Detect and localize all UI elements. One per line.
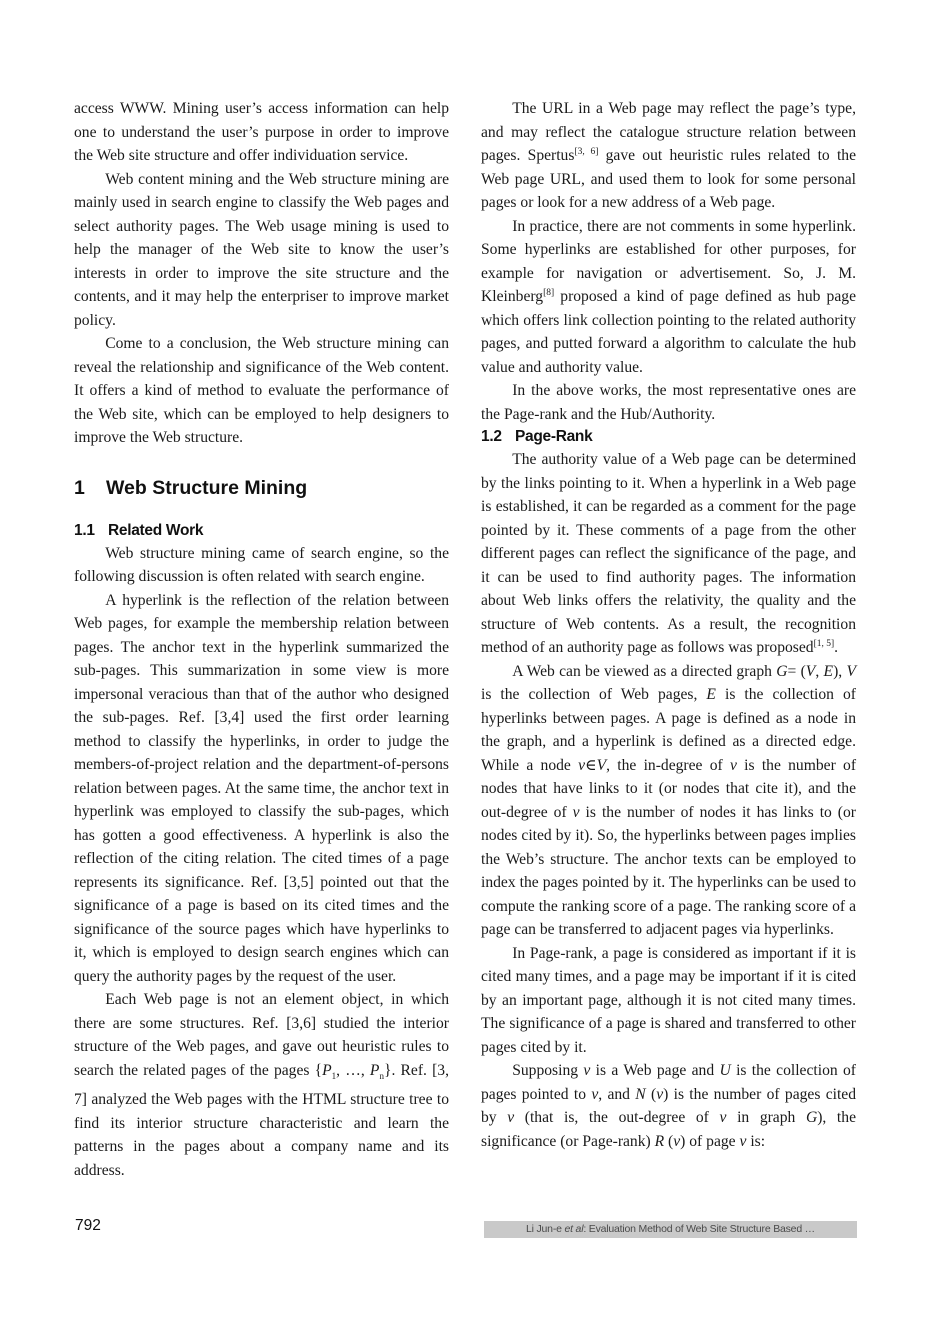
text-run: ), the significance (or Page-rank) [481,1109,856,1150]
math-var: v [578,756,586,774]
math-var: V [846,662,856,680]
text-run: , and [598,1085,636,1103]
text-run: , the in-degree of [606,756,730,774]
text-run: is the collection of hyperlinks between pages. A page is defined as a node in the graph, and a hyperlink is defined as a directed edge. While a node [481,686,856,774]
text-run: ( [645,1085,657,1103]
text-run: ( [664,1132,674,1150]
subsection-number: 1.2 [481,428,502,445]
right-column [481,97,856,1153]
paragraph [481,660,856,942]
text-run: The authority value of a Web page can be determined by the links pointing to it. When a hyperlink in a Web page is established, it can be regarded as a comment for the page pointed by it. These comments of a page from the other different pages can reflect the significance of the page, and it can be used to find authority pages. The information about Web links offers the relativity, the quality and the structure of Web contents. As a result, the recognition method of an authority page as follows was proposed [481,451,856,656]
text-run: is the number of nodes that have links to it (or nodes that cite it), and the out-degree of [481,756,857,821]
math-subscript: 1 [331,1070,337,1081]
math-var: V [805,662,816,680]
text-run: , [815,662,824,680]
math-var: v [572,803,580,821]
text-run: et al [564,1223,584,1235]
subsection-heading [74,520,449,542]
math-var: E [823,662,834,680]
paragraph [481,97,856,215]
math-var: G [776,662,788,680]
paragraph: Web structure mining came of search engine, so the following discussion is often related with search engine. [74,544,449,585]
text-run: }. Ref. [3, 7] analyzed the Web pages with the HTML structure tree to find its interior structure characteristic and learn the patterns in the pages about a company name and its address. [74,1061,450,1179]
math-var: v [673,1132,681,1150]
math-var: N [635,1085,646,1103]
text-run: ∈ [585,756,597,774]
citation-ref: [8] [543,288,555,298]
text-run: : Evaluation Method of Web Site Structure Based … [583,1223,815,1235]
paragraph: In Page-rank, a page is considered as important if it is cited many times, and a page may be important if it is cited by an important page, although it is not cited many times. The significance of a page is shared and transferred to other pages cited by it. [481,944,856,1056]
paragraph: Web content mining and the Web structure mining are mainly used in search engine to classify the Web pages and select authority pages. The Web usage mining is used to help the manager of the Web site to know the user’s interests in order to improve the site structure and the contents, and it may help the enterpriser to improve market policy. [74,170,449,329]
running-footer [484,1221,857,1238]
paragraph: Come to a conclusion, the Web structure mining can reveal the relationship and significance of the Web content. It offers a kind of method to evaluate the performance of the Web site, which can be employed to help designers to improve the Web structure. [74,335,449,446]
text-run: is a Web page and [590,1062,720,1079]
paragraph [481,448,856,660]
subsection-title: Related Work [108,521,204,539]
math-var: E [706,686,716,703]
paragraph [481,1059,856,1153]
text-run: is the collection of pages pointed to [481,1062,856,1103]
math-var: v [739,1132,747,1150]
section-title: Web Structure Mining [106,476,308,499]
paragraph: A hyperlink is the reflection of the relation between Web pages, for example the membership relation between pages. The anchor text in the hyperlink summarized the sub-pages. This summarization in some view is more impersonal veracious than that of the author who designed the sub-pages. Ref. [3,4] used the first order learning method to classify the hyperlinks, in order to judge the members-of-project relation and the department-of-persons relation between pages. At the same time, the anchor text in hyperlink was employed to classify the sub-pages, which has gotten a good effectiveness. A hyperlink is also the reflection of the citing relation. The cited times of a page represents its significance. Ref. [3,5] pointed out that the significance of a page is based on its cited times and the significance of the source pages which have hyperlinks to it, which is employed to design search engines which can query the authority pages by the request of the user. [74,591,449,985]
text-run: is: [746,1132,766,1150]
subsection-number: 1.1 [74,521,95,539]
left-column [74,97,449,1182]
subsection-title: Page-Rank [515,428,593,445]
text-run: In practice, there are not comments in some hyperlink. Some hyperlinks are established for other purposes, for example for navigation or advertisement. So, J. M. Kleinberg [481,217,856,305]
text-run: . [834,639,839,656]
math-subscript: n [379,1070,384,1081]
math-var: P [322,1061,332,1079]
text-run: in graph [726,1109,806,1126]
text-run: (that is, the out-degree of [514,1109,720,1126]
text-run: gave out heuristic rules related to the Web page URL, and used them to look for some personal pages or look for a new address of a Web page. [481,147,856,211]
math-var: G [805,1109,818,1126]
text-run: Supposing [512,1062,584,1079]
paragraph [481,215,856,380]
text-run: The URL in a Web page may reflect the page’s type, and may reflect the catalogue structure relation between pages. Spertus [481,100,856,164]
text-run: is the number of nodes it has links to (or nodes cited by it). So, the hyperlinks between pages implies the Web’s structure. The anchor texts can be employed to index the pages pointed by it. The hyperlinks can be used to compute the ranking score of a page. The ranking score of a page can be transferred to adjacent pages via hyperlinks. [481,803,856,938]
text-run: = ( [787,662,806,680]
citation-ref: [1, 5] [813,639,835,649]
math-var: U [719,1062,731,1079]
text-run: ) is the number of pages cited by [481,1085,857,1126]
text-run: , …, [336,1061,370,1079]
math-var: v [729,756,737,774]
math-var: V [596,756,607,774]
subsection-heading [481,426,856,448]
math-var: v [583,1062,591,1079]
math-var: P [369,1061,380,1079]
section-heading [74,476,449,500]
math-var: v [656,1085,664,1103]
math-var: v [719,1109,727,1126]
text-run: ), [833,662,847,680]
text-run: ) of page [680,1132,740,1150]
text-run: proposed a kind of page defined as hub page which offers link collection pointing to the related authority pages, and putted forward a algorithm to calculate the hub value and authority value. [481,288,856,376]
section-number: 1 [74,476,85,499]
math-var: v [591,1085,599,1103]
text-run: Each Web page is not an element object, in which there are some structures. Ref. [3,6] studied the interior structure of the Web pages, and gave out heuristic rules to search the related pages of the pages { [74,991,449,1079]
paragraph [74,988,449,1182]
page-number: 792 [75,1217,101,1234]
text-run: Li Jun-e [526,1223,565,1235]
paragraph: access WWW. Mining user’s access information can help one to understand the user’s purpose in order to improve the Web site structure and offer individuation service. [74,100,449,164]
citation-ref: [3, 6] [574,147,599,157]
paragraph: In the above works, the most representative ones are the Page-rank and the Hub/Authority. [481,382,856,423]
math-var: R [654,1132,665,1150]
math-var: v [507,1109,515,1126]
text-run: is the collection of Web pages, [481,686,707,703]
text-run: A Web can be viewed as a directed graph [512,662,777,680]
